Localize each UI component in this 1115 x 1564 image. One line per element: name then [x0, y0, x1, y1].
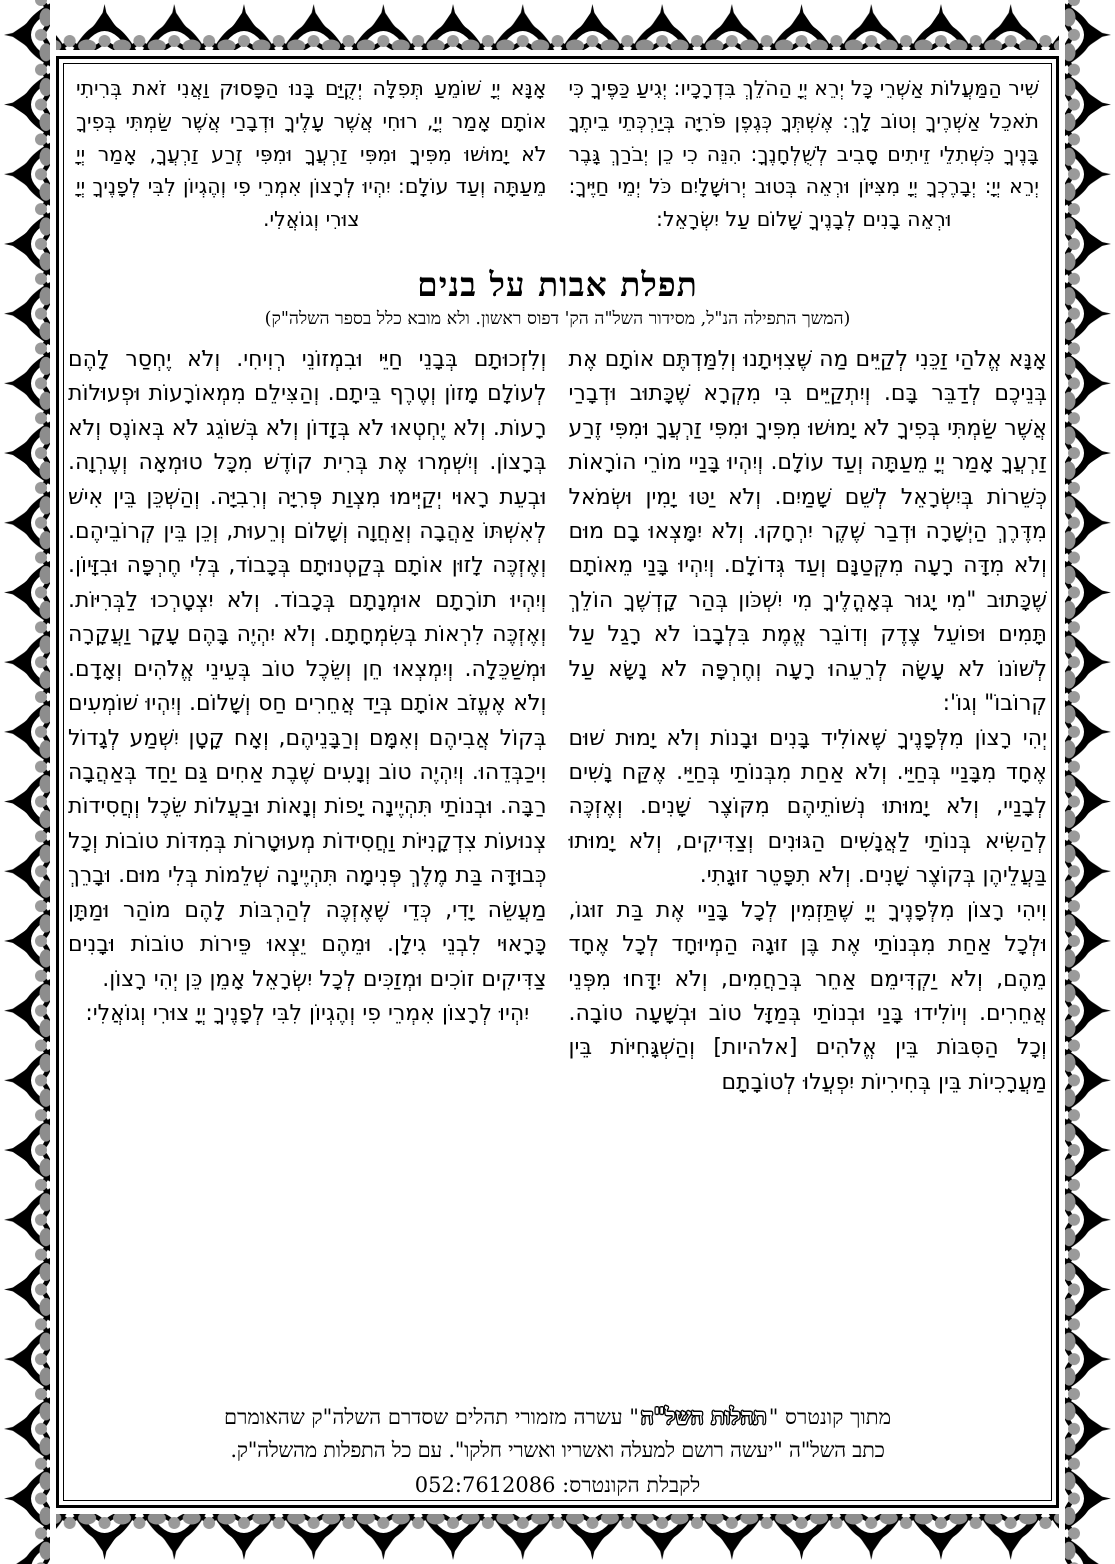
- psalm-left-column: [76, 72, 547, 236]
- border-band-top: [0, 0, 1115, 56]
- footer-section: [68, 1400, 1047, 1498]
- page-content: [68, 66, 1047, 1498]
- footer-quote-line: כתב השל"ה "יעשה רושם למעלה ואשריו ואשרי חלקו". עם כל התפלות מהשלה"ק.: [230, 1438, 885, 1463]
- footer-booklet-title: תהלות השל"ה: [640, 1404, 767, 1431]
- border-pattern-bottom-svg: [0, 1508, 1115, 1564]
- psalm-left-text: אָנָּא יְיָ שׁוֹמֵעַ תְּפִלָּה יְקֻיַּם בָּנוּ הַפָּסוּק וַאֲנִי זֹאת בְּרִיתִי אוֹתָם אָמַר יְיָ, רוּחִי אֲשֶׁר עָלֶיךָ וּדְבָרַי אֲשֶׁר שַׂמְתִּי בְּפִיךָ לֹא יָמוּשׁוּ מִפִּיךָ וּמִפִּי זַרְעֲךָ וּמִפִּי זֶרַע זַרְעֲךָ, אָמַר יְיָ מֵעַתָּה וְעַד עוֹלָם: יִהְיוּ לְרָצוֹן אִמְרֵי פִי וְהֶגְיוֹן לִבִּי לְפָנֶיךָ יְיָ צוּרִי וְגוֹאֲלִי.: [76, 76, 547, 232]
- border-pattern-left-svg: [0, 0, 56, 1564]
- footer-contact-line: [68, 1473, 1047, 1498]
- prayer-right-column: [569, 343, 1048, 1390]
- prayer-paragraph: וִיהִי רָצוֹן מִלְּפָנֶיךָ יְיָ שֶׁתַּזְמִין לְכָל בָּנַיי אֶת בַּת זוּגוֹ, וּלְכָל אַחַת מִבְּנוֹתַי אֶת בֶּן זוּגָהּ הַמְיוּחָד לְכָל אֶחָד מֵהֶם, וְלֹא יַקְדִּימֵם אַחֵר בְּרַחֲמִים, וְלֹא יִדָּחוּ מִפְּנֵי אֲחֵרִים. וְיוֹלִידוּ בָּנַי וּבְנוֹתַי בְּמַזָּל טוֹב וּבְשָׁעָה טוֹבָה. וְכָל הַסִּבּוֹת בֵּין אֱלֹהִים [אלהיות] וְהַשְׁגָּחִיּוֹת בֵּין מַעֲרָכִיוֹת בֵּין בְּחִירִיוֹת יִפְעֲלוּ לְטוֹבָתָם: [568, 897, 1047, 1095]
- border-band-bottom: [0, 1508, 1115, 1564]
- border-pattern-right-svg: [1059, 0, 1115, 1564]
- prayer-paragraph: אָנָּא אֱלֹהַי זַכֵּנִי לְקַיֵּים מַה שֶּׁצִוִּיתָנוּ וְלִמַּדְתֶּם אוֹתָם אֶת בְּנֵיכֶם לְדַבֵּר בָּם. וְיִתְקַיֵּים בִּי מִקְרָא שֶׁכָּתוּב וּדְבָרַי אֲשֶׁר שַׂמְתִּי בְּפִיךָ לֹא יָמוּשׁוּ מִפִּיךָ וּמִפִּי זַרְעֲךָ וּמִפִּי זֶרַע זַרְעֲךָ אָמַר יְיָ מֵעַתָּה וְעַד עוֹלָם. וְיִהְיוּ בָּנַיי מוֹרֵי הוֹרָאוֹת כְּשֵׁרוֹת בְּיִשְׂרָאֵל לְשֵׁם שָׁמַיִם. וְלֹא יַטּוּ יָמִין וּשְׂמֹאל מִדֶּרֶךְ הַיְשָׁרָה וּדְבַר שֶׁקֶר יִרְחָקוּ. וְלֹא יִמָּצְאוּ בָם מוּם וְלֹא מִדָּה רָעָה מִקְּטַנָּם וְעַד גְּדוֹלָם. וְיִהְיוּ בָּנַי מֵאוֹתָם שֶׁכָּתוּב "מִי יָגוּר בְּאָהֳלֶיךָ מִי יִשְׁכֹּון בְּהַר קָדְשֶׁךָ הוֹלֵךְ תָּמִים וּפוֹעֵל צֶדֶק וְדוֹבֵר אֱמֶת בִּלְבָבוֹ לֹא רָגַל עַל לְשׁוֹנוֹ לֹא עָשָׂה לְרֵעֵהוּ רָעָה וְחֶרְפָּה לֹא נָשָׂא עַל קְרוֹבוֹ" וְגוֹ':: [568, 346, 1047, 717]
- border-band-left: [0, 0, 56, 1564]
- footer-contact-label: לקבלת הקונטרס:: [562, 1473, 701, 1497]
- prayer-body-section: [68, 343, 1047, 1390]
- border-pattern-top-svg: [0, 0, 1115, 56]
- border-band-right: [1059, 0, 1115, 1564]
- prayer-paragraph: יְהִי רָצוֹן מִלְּפָנֶיךָ שֶׁאוֹלִיד בָּנִים וּבָנוֹת וְלֹא יָמוּת שׁוּם אֶחָד מִבָּנַיי בְּחַיַּי. וְלֹא אַחַת מִבְּנוֹתַי בְּחַיַּי. אֶקַּח נָשִׁים לְבָנַיי, וְלֹא יָמוּתוּ נְשׁוֹתֵיהֶם מִקּוֹצֶר שָׁנִים. וְאֶזְכֶּה לְהַשִּׂיא בְּנוֹתַי לַאֲנָשִׁים הַגּוּנִים וְצַדִּיקִים, וְלֹא יָמוּתוּ בַּעֲלֵיהֶן בְּקוֹצֶר שָׁנִים. וְלֹא תִפָּטֵר זוּגָתִי.: [568, 725, 1047, 889]
- footer-phone-number[interactable]: 052:7612086: [414, 1473, 556, 1497]
- prayer-left-column: [68, 343, 547, 1390]
- psalm-right-text: שִׁיר הַמַּעֲלוֹת אַשְׁרֵי כָּל יְרֵא יְיָ הַהֹלֵךְ בִּדְרָכָיו: יְגִיעַ כַּפֶּיךָ כִּי תֹאכֵל אַשְׁרֶיךָ וְטוֹב לָךְ: אֶשְׁתְּךָ כְּגֶפֶן פֹּרִיָּה בְּיַרְכְּתֵי בֵיתֶךָ בָּנֶיךָ כִּשְׁתִלֵי זֵיתִים סָבִיב לְשֻׁלְחָנֶךָ: הִנֵּה כִי כֵן יְבֹרַךְ גָּבֶר יְרֵא יְיָ: יְבָרֶכְךָ יְיָ מִצִּיּוֹן וּרְאֵה בְּטוּב יְרוּשָׁלָיִם כֹּל יְמֵי חַיֶּיךָ: וּרְאֵה בָנִים לְבָנֶיךָ שָׁלוֹם עַל יִשְׂרָאֵל:: [568, 76, 1039, 232]
- page-title: תפלת אבות על בנים: [417, 264, 698, 304]
- page-subtitle: (המשך התפילה הנ"ל, מסידור השל"ה הק' דפוס ראשון. ולא מובא כלל בספר השלה"ק): [264, 308, 851, 329]
- prayer-paragraph: וְלִזְכוּתָם בְּבָנֵי חַיֵּי וּבִמְזוֹנֵי רְוִיחִי. וְלֹא יֶחְסַר לָהֶם לְעוֹלָם מָזוֹן וְטֶרֶף בֵּיתָם. וְהַצִּילֵם מִמְאוֹרָעוֹת וּפְעוּלוֹת רָעוֹת. וְלֹא יֶחְטְאוּ לֹא בְּזָדוֹן וְלֹא בְּשׁוֹגֵג לֹא בְּאוֹנֶס וְלֹא בְּרָצוֹן. וְיִשְׁמְרוּ אֶת בְּרִית קוֹדֶשׁ מִכָּל טוּמְאָה וְעֶרְוָה. וּבְעֵת רָאוּי יְקַיְּימוּ מִצְוַת פְּרִיָּה וְרִבִיָּה. וְהַשְׁכֵּן בֵּין אִישׁ לְאִשְׁתּוֹ אַהֲבָה וְאַחֲוָה וְשָׁלוֹם וְרֵעוּת, וְכֵן בֵּין קְרוֹבֵיהֶם. וְאֶזְכֶּה לָזוּן אוֹתָם בְּקַטְנוּתָם בְּכָבוֹד, בְּלִי חֶרְפָּה וּבִזָּיוֹן. וְיִהְיוּ תוֹרָתָם אוּמְנָתָם בְּכָבוֹד. וְלֹא יִצְטָרְכוּ לַבְּרִיּוֹת. וְאֶזְכֶּה לִרְאוֹת בְּשִׂמְחָתָם. וְלֹא יִהְיֶה בָּהֶם עָקָר וַעֲקָרָה וּמְשַׁכֵּלָה. וְיִמְצְאוּ חֵן וְשֵׂכֶל טוֹב בְּעֵינֵי אֱלֹהִים וְאָדָם. וְלֹא אֶעֱזֹב אוֹתָם בְּיַד אֲחֵרִים חַס וְשָׁלוֹם. וְיִהְיוּ שׁוֹמְעִים בְּקוֹל אֲבִיהֶם וְאִמָּם וְרַבָּנֵיהֶם, וְאָח קָטָן יִשְׁמַע לְגָדוֹל וִיכַבְּדֵהוּ. וְיִהְיֶה טוֹב וְנָעִים שֶׁבֶת אַחִים גַּם יַחַד בְּאַהֲבָה רַבָּה. וּבְנוֹתַי תִּהְיֶינָה יָפוֹת וְנָאוֹת וּבַעֲלוֹת שֵׂכֶל וְחֲסִידוֹת צְנוּעוֹת צִדְקָנִיּוֹת וַחֲסִידוֹת מְעוּטָרוֹת בְּמִדּוֹת טוֹבוֹת וְכָל כְּבוּדָּה בַּת מֶלֶךְ פְּנִימָה תִּהְיֶינָה שְׁלֵמוֹת בְּלִי מוּם. וּבָרֵךְ מַעֲשֵׂה יָדִי, כְּדֵי שֶׁאֶזְכֶּה לְהַרְבּוֹת לָהֶם מוֹהַר וּמַתָּן כָּרָאוּי לִבְנֵי גִילָן. וּמֵהֶם יֵצְאוּ פֵּירוֹת טוֹבוֹת וּבָנִים צַדִּיקִים זוֹכִים וּמְזַכִּים לְכָל יִשְׂרָאֵל אָמֵן כֵּן יְהִי רָצוֹן.: [68, 346, 547, 992]
- title-section: [68, 266, 1047, 329]
- psalm-right-column: [569, 72, 1040, 236]
- footer-source-line: [68, 1400, 1047, 1434]
- psalm-section: [68, 66, 1047, 240]
- prayer-closing-verse: יִהְיוּ לְרָצוֹן אִמְרֵי פִי וְהֶגְיוֹן לִבִּי לְפָנֶיךָ יְיָ צוּרִי וְגוֹאֲלִי:: [85, 1000, 530, 1026]
- footer-source-prefix: מתוך קונטרס ": [768, 1405, 892, 1430]
- footer-source-suffix: " עשרה מזמורי תהלים שסדרם השלה"ק שהאומרם: [223, 1405, 639, 1430]
